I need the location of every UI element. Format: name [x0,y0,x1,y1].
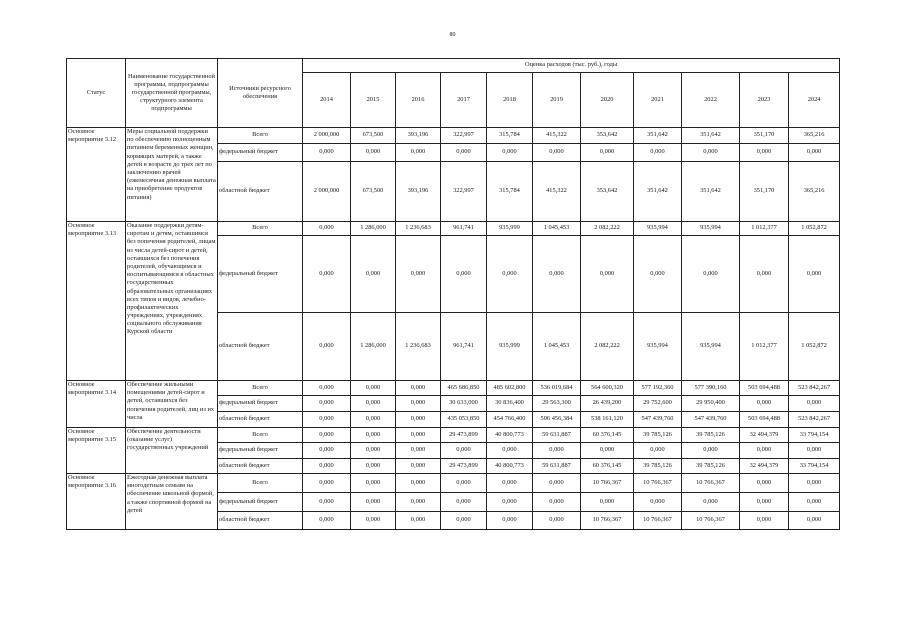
value-cell: 503 694,488 [740,381,789,396]
value-cell: 0,000 [303,493,351,512]
value-cell: 0,000 [682,443,740,459]
value-cell: 0,000 [581,443,634,459]
value-cell: 32 494,379 [740,459,789,474]
page-number: 80 [449,32,456,38]
value-cell: 353,642 [581,162,634,222]
source-total: Всего [218,128,303,144]
value-cell: 506 456,384 [533,412,581,428]
value-cell: 10 766,367 [634,474,682,493]
value-cell: 0,000 [740,474,789,493]
value-cell: 315,784 [487,128,533,144]
value-cell: 0,000 [303,222,351,236]
header-year: 2017 [441,73,487,128]
header-year: 2016 [396,73,441,128]
value-cell: 1 286,000 [351,222,396,236]
table-row [67,128,840,144]
value-cell: 0,000 [396,236,441,313]
value-cell: 33 794,154 [789,459,840,474]
value-cell: 0,000 [487,474,533,493]
value-cell: 2 000,000 [303,162,351,222]
value-cell: 29 563,300 [533,396,581,412]
value-cell: 0,000 [396,396,441,412]
value-cell: 523 842,267 [789,381,840,396]
value-cell: 415,322 [533,162,581,222]
value-cell: 29 473,899 [441,428,487,443]
header-year: 2014 [303,73,351,128]
value-cell: 577 192,360 [634,381,682,396]
value-cell: 547 439,760 [682,412,740,428]
value-cell: 1 236,683 [396,222,441,236]
value-cell: 0,000 [351,236,396,313]
value-cell: 60 376,145 [581,459,634,474]
value-cell: 435 053,850 [441,412,487,428]
value-cell: 351,170 [740,162,789,222]
value-cell: 935,994 [634,222,682,236]
value-cell: 0,000 [740,236,789,313]
value-cell: 0,000 [789,512,840,530]
value-cell: 0,000 [303,313,351,381]
value-cell: 322,997 [441,128,487,144]
value-cell: 1 012,377 [740,222,789,236]
value-cell: 0,000 [487,443,533,459]
header-year: 2020 [581,73,634,128]
row-status: Основное мероприятие 3.16 [67,474,126,530]
source-federal-budget: федеральный бюджет [218,144,303,162]
source-regional-budget: областной бюджет [218,459,303,474]
value-cell: 2 000,000 [303,128,351,144]
value-cell: 0,000 [441,443,487,459]
row-activity-name: Ежегодная денежная выплата многодетным семьям на обеспечение школьной формой, а также спортивной формой на детей [126,474,218,530]
value-cell: 0,000 [581,493,634,512]
value-cell: 1 052,872 [789,313,840,381]
header-year: 2018 [487,73,533,128]
value-cell: 0,000 [533,512,581,530]
value-cell: 0,000 [634,443,682,459]
value-cell: 0,000 [351,412,396,428]
value-cell: 10 766,367 [581,474,634,493]
value-cell: 1 286,000 [351,313,396,381]
value-cell: 415,322 [533,128,581,144]
header-year: 2022 [682,73,740,128]
value-cell: 351,642 [634,128,682,144]
value-cell: 0,000 [303,474,351,493]
value-cell: 0,000 [351,493,396,512]
header-year: 2015 [351,73,396,128]
value-cell: 0,000 [351,428,396,443]
value-cell: 0,000 [396,443,441,459]
header-estimate: Оценка расходов (тыс. руб.), годы [303,59,840,73]
value-cell: 0,000 [396,459,441,474]
value-cell: 0,000 [303,512,351,530]
value-cell: 0,000 [487,493,533,512]
value-cell: 0,000 [396,412,441,428]
value-cell: 0,000 [351,512,396,530]
source-total: Всего [218,428,303,443]
value-cell: 40 800,773 [487,428,533,443]
header-row [67,59,840,73]
header-status: Статус [67,59,126,128]
source-regional-budget: областной бюджет [218,412,303,428]
value-cell: 351,642 [682,162,740,222]
value-cell: 39 785,126 [634,459,682,474]
value-cell: 0,000 [789,443,840,459]
value-cell: 1 052,872 [789,222,840,236]
value-cell: 547 439,760 [634,412,682,428]
value-cell: 454 766,400 [487,412,533,428]
value-cell: 0,000 [533,493,581,512]
value-cell: 0,000 [789,144,840,162]
value-cell: 935,994 [682,313,740,381]
value-cell: 1 012,377 [740,313,789,381]
row-status: Основное мероприятие 3.12 [67,128,126,222]
value-cell: 29 950,400 [682,396,740,412]
source-total: Всего [218,381,303,396]
value-cell: 0,000 [487,236,533,313]
value-cell: 465 686,850 [441,381,487,396]
value-cell: 0,000 [351,381,396,396]
value-cell: 0,000 [303,459,351,474]
source-federal-budget: федеральный бюджет [218,236,303,313]
value-cell: 0,000 [303,236,351,313]
value-cell: 351,170 [740,128,789,144]
value-cell: 30 836,400 [487,396,533,412]
value-cell: 961,741 [441,313,487,381]
value-cell: 0,000 [487,512,533,530]
value-cell: 0,000 [533,474,581,493]
source-federal-budget: федеральный бюджет [218,396,303,412]
header-source: Источники ресурсного обеспечения [218,59,303,128]
header-year: 2024 [789,73,840,128]
value-cell: 59 631,887 [533,428,581,443]
value-cell: 0,000 [396,144,441,162]
value-cell: 0,000 [789,236,840,313]
value-cell: 10 766,367 [682,474,740,493]
table-row [67,428,840,443]
header-name: Наименование государственной программы, подпрограммы государственной программы, структурного элемента подпрограммы [126,59,218,128]
value-cell: 315,784 [487,162,533,222]
source-federal-budget: федеральный бюджет [218,493,303,512]
value-cell: 0,000 [303,412,351,428]
value-cell: 59 631,887 [533,459,581,474]
value-cell: 0,000 [441,512,487,530]
value-cell: 26 439,200 [581,396,634,412]
value-cell: 10 766,367 [634,512,682,530]
value-cell: 0,000 [789,493,840,512]
value-cell: 30 633,000 [441,396,487,412]
value-cell: 0,000 [740,443,789,459]
value-cell: 673,500 [351,162,396,222]
value-cell: 322,997 [441,162,487,222]
row-activity-name: Меры социальной поддержки по обеспечению полноценным питанием беременных женщин, кормящих матерей, а также детей в возрасте до трех лет по заключению врачей (ежемесячная денежная выплата на приобретение продуктов питания) [126,128,218,222]
value-cell: 0,000 [441,493,487,512]
value-cell: 503 694,488 [740,412,789,428]
value-cell: 0,000 [487,144,533,162]
value-cell: 935,994 [682,222,740,236]
value-cell: 353,642 [581,128,634,144]
value-cell: 0,000 [533,236,581,313]
value-cell: 0,000 [441,144,487,162]
value-cell: 0,000 [682,144,740,162]
header-year: 2021 [634,73,682,128]
value-cell: 39 785,126 [682,459,740,474]
value-cell: 935,999 [487,313,533,381]
value-cell: 0,000 [581,236,634,313]
value-cell: 39 785,126 [682,428,740,443]
value-cell: 1 045,453 [533,313,581,381]
value-cell: 935,999 [487,222,533,236]
row-status: Основное мероприятие 3.13 [67,222,126,381]
value-cell: 2 082,222 [581,313,634,381]
source-regional-budget: областной бюджет [218,162,303,222]
value-cell: 32 494,379 [740,428,789,443]
value-cell: 365,216 [789,162,840,222]
value-cell: 0,000 [533,144,581,162]
value-cell: 40 800,773 [487,459,533,474]
value-cell: 0,000 [303,396,351,412]
row-activity-name: Оказание поддержки детям-сиротам и детям, оставшимся без попечения родителей, лицам из числа детей-сирот и детей, оставшихся без попечения родителей, обучающимся и воспитывающимся в областных государственных образовательных организациях всех типов и видов, лечебно-профилактических учреждениях, учреждениях социального обслуживания Курской области [126,222,218,381]
value-cell: 33 794,154 [789,428,840,443]
value-cell: 365,216 [789,128,840,144]
value-cell: 0,000 [441,474,487,493]
value-cell: 10 766,367 [682,512,740,530]
value-cell: 538 161,120 [581,412,634,428]
source-total: Всего [218,222,303,236]
value-cell: 0,000 [740,512,789,530]
value-cell: 935,994 [634,313,682,381]
value-cell: 0,000 [351,144,396,162]
value-cell: 0,000 [351,396,396,412]
value-cell: 29 752,600 [634,396,682,412]
value-cell: 351,642 [634,162,682,222]
header-year: 2023 [740,73,789,128]
source-regional-budget: областной бюджет [218,313,303,381]
value-cell: 0,000 [351,459,396,474]
table-row [67,474,840,493]
value-cell: 961,741 [441,222,487,236]
row-status: Основное мероприятие 3.15 [67,428,126,474]
value-cell: 1 236,683 [396,313,441,381]
value-cell: 0,000 [789,396,840,412]
value-cell: 60 376,145 [581,428,634,443]
value-cell: 564 600,320 [581,381,634,396]
value-cell: 351,642 [682,128,740,144]
value-cell: 536 019,684 [533,381,581,396]
value-cell: 2 082,222 [581,222,634,236]
value-cell: 0,000 [581,144,634,162]
value-cell: 0,000 [533,443,581,459]
value-cell: 673,500 [351,128,396,144]
row-activity-name: Обеспечение жильными помещениями детей-сирот и детей, оставшихся без попечения родителей, лиц из их числа [126,381,218,428]
table-row [67,222,840,236]
row-activity-name: Обеспечение деятельности (оказание услуг) государственных учреждений [126,428,218,474]
value-cell: 0,000 [396,428,441,443]
value-cell: 0,000 [634,493,682,512]
budget-table [66,58,840,530]
value-cell: 29 473,899 [441,459,487,474]
value-cell: 0,000 [740,396,789,412]
value-cell: 0,000 [303,381,351,396]
value-cell: 0,000 [634,144,682,162]
value-cell: 0,000 [740,144,789,162]
value-cell: 0,000 [441,236,487,313]
source-federal-budget: федеральный бюджет [218,443,303,459]
value-cell: 39 785,126 [634,428,682,443]
value-cell: 0,000 [396,493,441,512]
source-regional-budget: областной бюджет [218,512,303,530]
source-total: Всего [218,474,303,493]
value-cell: 0,000 [303,428,351,443]
value-cell: 0,000 [396,512,441,530]
value-cell: 0,000 [351,474,396,493]
value-cell: 393,196 [396,128,441,144]
value-cell: 0,000 [396,381,441,396]
value-cell: 0,000 [303,144,351,162]
row-status: Основное мероприятие 3.14 [67,381,126,428]
value-cell: 523 842,267 [789,412,840,428]
value-cell: 0,000 [682,493,740,512]
value-cell: 0,000 [351,443,396,459]
table-row [67,381,840,396]
value-cell: 0,000 [789,474,840,493]
value-cell: 0,000 [682,236,740,313]
value-cell: 10 766,367 [581,512,634,530]
value-cell: 0,000 [396,474,441,493]
value-cell: 577 390,160 [682,381,740,396]
value-cell: 0,000 [303,443,351,459]
value-cell: 0,000 [634,236,682,313]
value-cell: 1 045,453 [533,222,581,236]
value-cell: 393,196 [396,162,441,222]
header-year: 2019 [533,73,581,128]
value-cell: 0,000 [740,493,789,512]
value-cell: 485 602,800 [487,381,533,396]
